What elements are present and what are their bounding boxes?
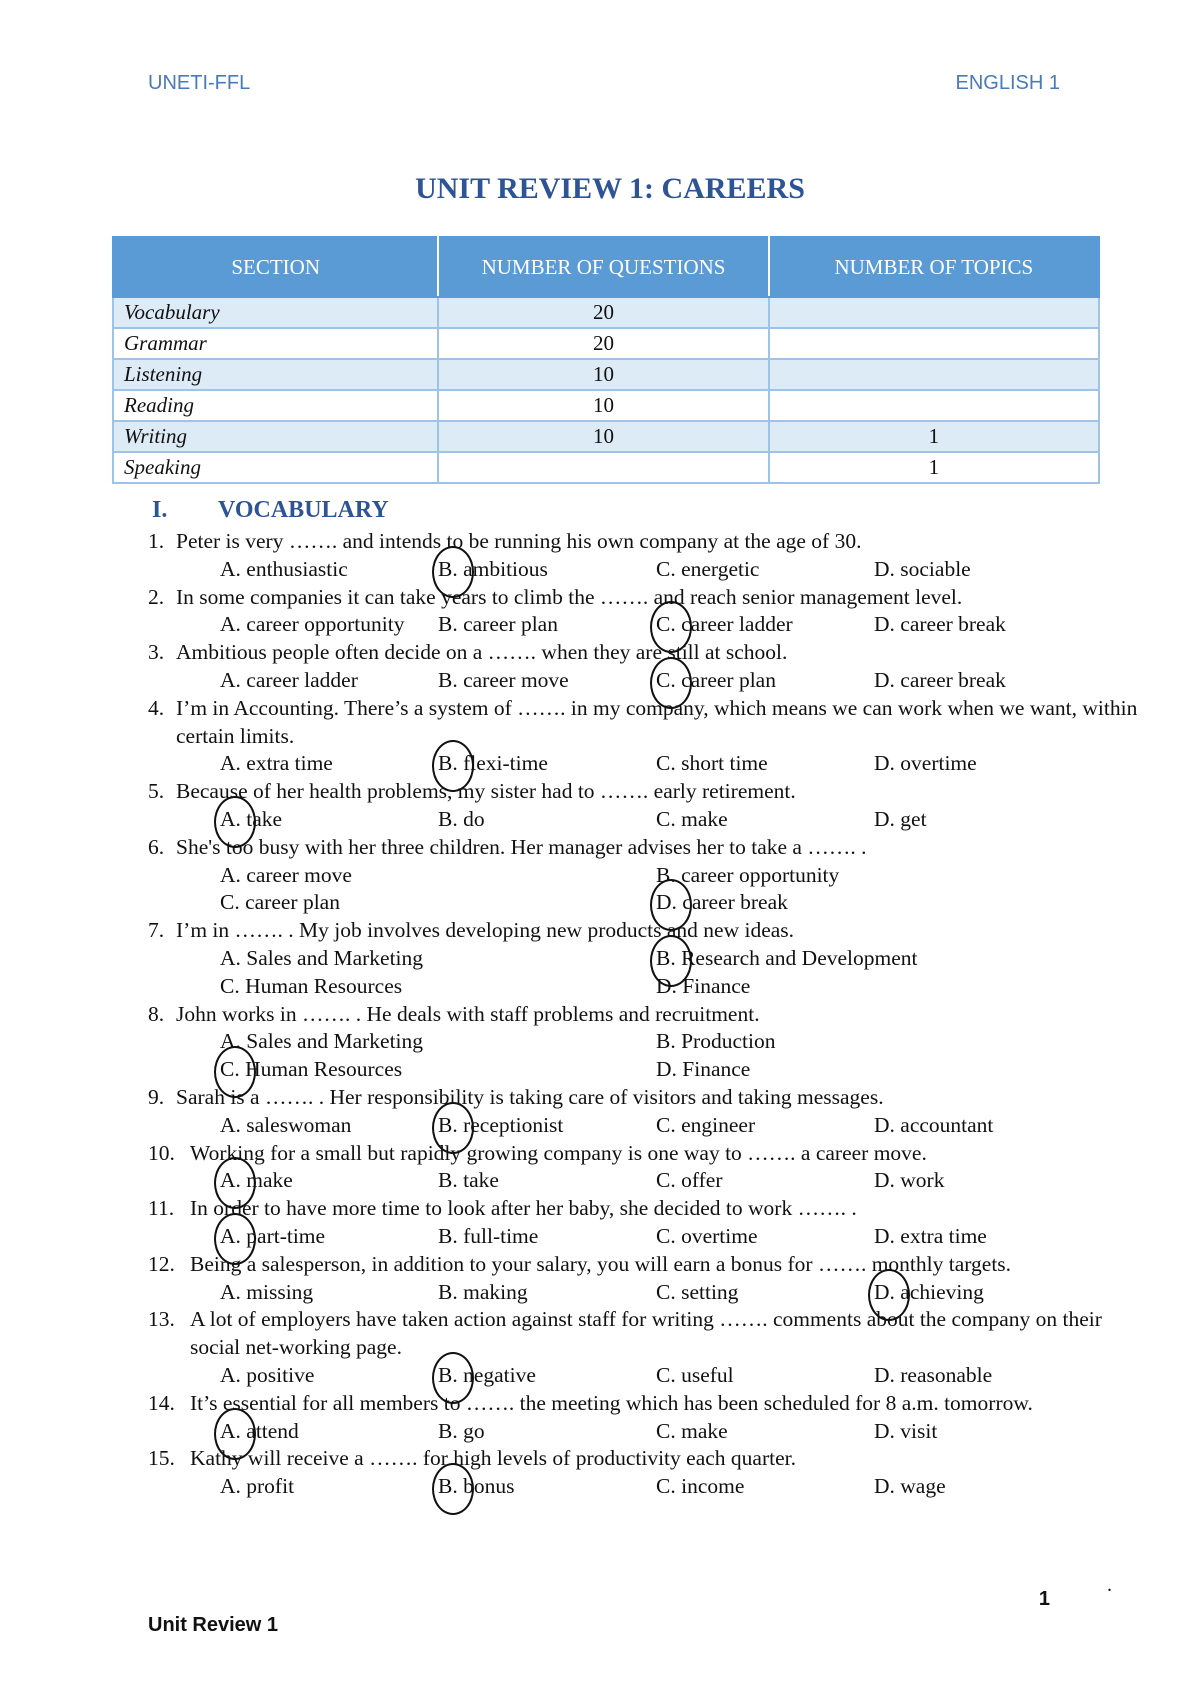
summary-table	[112, 236, 1100, 484]
column-header-topics: NUMBER OF TOPICS	[769, 237, 1099, 297]
answer-option-label: A. enthusiastic	[220, 556, 348, 581]
page-number: 1	[1038, 1588, 1050, 1610]
answer-option[interactable]	[656, 1167, 874, 1195]
options-row	[148, 945, 1148, 973]
question-item	[148, 1306, 1148, 1389]
question-number: 11.	[148, 1196, 175, 1221]
answer-option-label: A. career move	[220, 862, 352, 887]
answer-option-label: D. reasonable	[874, 1362, 993, 1387]
questions-cell: 20	[438, 297, 768, 328]
question-item	[148, 1390, 1148, 1446]
question-text: Being a salesperson, in addition to your salary, you will earn a bonus for ……. monthly targets.	[190, 1251, 1012, 1276]
answer-option-label: A. Sales and Marketing	[220, 1029, 424, 1054]
answer-option-label: D. accountant	[874, 1112, 994, 1137]
question-stem	[148, 584, 1148, 612]
answer-option[interactable]	[220, 1473, 438, 1501]
question-stem	[148, 639, 1148, 667]
question-number: 14.	[148, 1390, 175, 1415]
question-text: It’s essential for all members to ……. the meeting which has been scheduled for 8 a.m. tomorrow.	[190, 1390, 1033, 1415]
answer-option[interactable]	[438, 611, 656, 639]
options-row	[148, 750, 1148, 778]
question-item	[148, 639, 1148, 695]
answer-option[interactable]	[656, 1223, 874, 1251]
question-item	[148, 1445, 1148, 1501]
answer-option-label: B. bonus	[438, 1474, 515, 1499]
topics-cell	[769, 297, 1099, 328]
answer-option[interactable]	[220, 1028, 656, 1056]
question-item	[148, 917, 1148, 1000]
answer-option-label: C. energetic	[656, 556, 760, 581]
answer-option[interactable]	[438, 1473, 656, 1501]
answer-option-label: D. extra time	[874, 1223, 987, 1248]
answer-option[interactable]	[874, 667, 1092, 695]
answer-option-label: A. positive	[220, 1362, 315, 1387]
question-text: A lot of employers have taken action against staff for writing ……. comments about the company on their social net-working page.	[190, 1307, 1102, 1360]
question-text: I’m in ……. . My job involves developing new products and new ideas.	[176, 918, 795, 943]
answer-option[interactable]	[438, 750, 656, 778]
answer-option-label: C. career plan	[656, 667, 776, 692]
answer-option-label: B. flexi-time	[438, 751, 548, 776]
question-stem	[148, 1001, 1148, 1029]
options-row	[148, 1223, 1148, 1251]
answer-option-label: D. career break	[874, 612, 1006, 637]
topics-cell: 1	[769, 452, 1099, 483]
section-number: I.	[152, 497, 168, 523]
answer-option[interactable]	[656, 945, 1092, 973]
answer-option[interactable]	[220, 1223, 438, 1251]
answer-option[interactable]	[220, 1362, 438, 1390]
question-item	[148, 834, 1148, 917]
question-item	[148, 1140, 1148, 1196]
answer-option-label: A. Sales and Marketing	[220, 945, 424, 970]
answer-option-label: B. career move	[438, 667, 569, 692]
options-row	[148, 556, 1148, 584]
answer-option[interactable]	[220, 889, 656, 917]
answer-option[interactable]	[656, 750, 874, 778]
question-stem	[148, 528, 1148, 556]
question-stem	[148, 1445, 1148, 1473]
answer-option-label: C. setting	[656, 1279, 739, 1304]
answer-option-label: B. receptionist	[438, 1112, 564, 1137]
options-row	[148, 889, 1148, 917]
answer-option-label: A. extra time	[220, 751, 333, 776]
question-item	[148, 778, 1148, 834]
question-number: 9.	[148, 1084, 165, 1109]
answer-option-label: B. making	[438, 1279, 528, 1304]
options-row	[148, 611, 1148, 639]
topics-cell	[769, 359, 1099, 390]
answer-option-label: B. career plan	[438, 612, 558, 637]
answer-option-label: B. go	[438, 1418, 485, 1443]
answer-option[interactable]	[656, 1362, 874, 1390]
questions-cell: 10	[438, 359, 768, 390]
answer-option[interactable]	[438, 1112, 656, 1140]
section-cell: Writing	[113, 421, 438, 452]
answer-option[interactable]	[656, 973, 1092, 1001]
options-row	[148, 1167, 1148, 1195]
question-stem	[148, 1251, 1148, 1279]
question-item	[148, 1084, 1148, 1140]
answer-option-label: C. make	[656, 1418, 728, 1443]
question-text: Ambitious people often decide on a ……. when they are still at school.	[176, 640, 788, 665]
question-text: She's too busy with her three children. Her manager advises her to take a ……. .	[176, 834, 867, 859]
options-row	[148, 1279, 1148, 1307]
answer-option[interactable]	[656, 889, 1092, 917]
answer-option-label: C. Human Resources	[220, 1057, 403, 1082]
question-text: Sarah is a ……. . Her responsibility is taking care of visitors and taking messages.	[176, 1084, 884, 1109]
header-right: ENGLISH 1	[955, 72, 1060, 94]
questions-cell: 10	[438, 421, 768, 452]
answer-option-label: B. negative	[438, 1362, 536, 1387]
topics-cell: 1	[769, 421, 1099, 452]
question-stem	[148, 834, 1148, 862]
options-row	[148, 667, 1148, 695]
answer-option[interactable]	[656, 1418, 874, 1446]
question-number: 6.	[148, 834, 165, 859]
question-stem	[148, 1195, 1148, 1223]
answer-option-label: C. useful	[656, 1362, 734, 1387]
answer-option[interactable]	[438, 556, 656, 584]
question-number: 3.	[148, 640, 165, 665]
answer-option-label: B. career opportunity	[656, 862, 840, 887]
answer-option-label: C. overtime	[656, 1223, 758, 1248]
answer-option[interactable]	[220, 556, 438, 584]
answer-option[interactable]	[220, 667, 438, 695]
answer-option-label: D. Finance	[656, 1057, 751, 1082]
question-stem	[148, 778, 1148, 806]
answer-option[interactable]	[438, 806, 656, 834]
answer-option[interactable]	[438, 1167, 656, 1195]
question-number: 7.	[148, 918, 165, 943]
question-number: 1.	[148, 529, 165, 553]
answer-option[interactable]	[874, 1167, 1092, 1195]
answer-option[interactable]	[656, 1473, 874, 1501]
question-number: 5.	[148, 779, 165, 804]
column-header-questions: NUMBER OF QUESTIONS	[438, 237, 768, 297]
table-row	[113, 359, 1099, 390]
answer-option-label: D. wage	[874, 1474, 946, 1499]
answer-option-label: B. Research and Development	[656, 945, 918, 970]
answer-option[interactable]	[874, 611, 1092, 639]
answer-option[interactable]	[656, 806, 874, 834]
answer-option-label: A. take	[220, 806, 283, 831]
answer-option-label: C. short time	[656, 751, 768, 776]
question-text: I’m in Accounting. There’s a system of ……. in my company, which means we can work when we want, within certain limits.	[176, 695, 1138, 748]
question-number: 2.	[148, 584, 165, 609]
section-heading	[152, 497, 389, 524]
answer-option-label: B. take	[438, 1168, 499, 1193]
section-cell: Grammar	[113, 328, 438, 359]
answer-option[interactable]	[220, 1056, 656, 1084]
answer-option-label: A. saleswoman	[220, 1112, 352, 1137]
question-text: In some companies it can take years to climb the ……. and reach senior management level.	[176, 584, 963, 609]
answer-option[interactable]	[220, 806, 438, 834]
answer-option[interactable]	[438, 1362, 656, 1390]
answer-option[interactable]	[656, 1279, 874, 1307]
answer-option[interactable]	[656, 556, 874, 584]
answer-option[interactable]	[438, 667, 656, 695]
answer-option[interactable]	[220, 1167, 438, 1195]
options-row	[148, 1028, 1148, 1056]
questions-cell	[438, 452, 768, 483]
question-stem	[148, 695, 1148, 751]
table-row	[113, 297, 1099, 328]
answer-option-label: B. Production	[656, 1029, 776, 1054]
answer-option[interactable]	[874, 1418, 1092, 1446]
question-number: 13.	[148, 1307, 175, 1332]
options-row	[148, 1112, 1148, 1140]
options-row	[148, 862, 1148, 890]
question-text: Because of her health problems, my sister had to ……. early retirement.	[176, 779, 796, 804]
answer-option[interactable]	[220, 1112, 438, 1140]
table-row	[113, 328, 1099, 359]
answer-option-label: D. achieving	[874, 1279, 984, 1304]
questions-cell: 10	[438, 390, 768, 421]
answer-option-label: D. work	[874, 1168, 945, 1193]
answer-option-label: D. visit	[874, 1418, 938, 1443]
answer-option[interactable]	[220, 973, 656, 1001]
answer-option-label: D. get	[874, 806, 927, 831]
options-row	[148, 973, 1148, 1001]
section-cell: Reading	[113, 390, 438, 421]
answer-option[interactable]	[874, 806, 1092, 834]
answer-option[interactable]	[438, 1418, 656, 1446]
answer-option[interactable]	[656, 611, 874, 639]
answer-option[interactable]	[656, 862, 1092, 890]
answer-option-label: A. career opportunity	[220, 612, 405, 637]
header-left: UNETI-FFL	[148, 72, 251, 94]
page-mark: .	[1107, 1574, 1112, 1596]
question-item	[148, 1001, 1148, 1084]
section-title: VOCABULARY	[218, 497, 389, 523]
question-text: In order to have more time to look after her baby, she decided to work ……. .	[190, 1196, 857, 1221]
answer-option[interactable]	[874, 1362, 1092, 1390]
section-cell: Vocabulary	[113, 297, 438, 328]
answer-option-label: C. make	[656, 806, 728, 831]
answer-option[interactable]	[220, 750, 438, 778]
answer-option[interactable]	[874, 750, 1092, 778]
answer-option[interactable]	[220, 1279, 438, 1307]
answer-option-label: C. career ladder	[656, 612, 793, 637]
question-text: Working for a small but rapidly growing company is one way to ……. a career move.	[190, 1140, 927, 1165]
page-title: UNIT REVIEW 1: CAREERS	[415, 172, 805, 205]
question-text: Peter is very ……. and intends to be running his own company at the age of 30.	[176, 529, 862, 553]
answer-option-label: A. make	[220, 1168, 293, 1193]
question-list	[148, 528, 1148, 1501]
answer-option-label: D. Finance	[656, 973, 751, 998]
table-header-row	[113, 237, 1099, 297]
table-row	[113, 452, 1099, 483]
answer-option-label: C. income	[656, 1474, 745, 1499]
answer-option-label: A. missing	[220, 1279, 314, 1304]
answer-option-label: A. attend	[220, 1418, 299, 1443]
question-item	[148, 584, 1148, 640]
answer-option-label: D. career break	[656, 890, 788, 915]
answer-option[interactable]	[220, 1418, 438, 1446]
question-number: 15.	[148, 1446, 175, 1471]
question-stem	[148, 1140, 1148, 1168]
question-item	[148, 528, 1148, 584]
answer-option-label: B. ambitious	[438, 556, 548, 581]
answer-option[interactable]	[220, 862, 656, 890]
question-stem	[148, 1084, 1148, 1112]
questions-cell: 20	[438, 328, 768, 359]
answer-option[interactable]	[220, 945, 656, 973]
question-stem	[148, 1306, 1148, 1362]
answer-option-label: A. career ladder	[220, 667, 358, 692]
options-row	[148, 1056, 1148, 1084]
answer-option-label: B. full-time	[438, 1223, 539, 1248]
section-cell: Listening	[113, 359, 438, 390]
table-row	[113, 421, 1099, 452]
answer-option-label: A. part-time	[220, 1223, 326, 1248]
question-number: 8.	[148, 1001, 165, 1026]
answer-option[interactable]	[874, 1112, 1092, 1140]
section-cell: Speaking	[113, 452, 438, 483]
answer-option-label: C. Human Resources	[220, 973, 403, 998]
answer-option[interactable]	[874, 1473, 1092, 1501]
question-text: John works in ……. . He deals with staff problems and recruitment.	[176, 1001, 760, 1026]
answer-option[interactable]	[438, 1279, 656, 1307]
answer-option[interactable]	[656, 667, 874, 695]
answer-option-label: C. engineer	[656, 1112, 756, 1137]
table-row	[113, 390, 1099, 421]
column-header-section: SECTION	[113, 237, 438, 297]
answer-option-label: D. sociable	[874, 556, 971, 581]
answer-option-label: C. offer	[656, 1168, 723, 1193]
answer-option[interactable]	[656, 1112, 874, 1140]
question-item	[148, 1251, 1148, 1307]
question-stem	[148, 1390, 1148, 1418]
question-number: 12.	[148, 1251, 175, 1276]
question-number: 10.	[148, 1140, 175, 1165]
question-item	[148, 695, 1148, 778]
options-row	[148, 1473, 1148, 1501]
answer-option[interactable]	[438, 1223, 656, 1251]
answer-option[interactable]	[874, 1223, 1092, 1251]
topics-cell	[769, 390, 1099, 421]
answer-option[interactable]	[656, 1056, 1092, 1084]
question-text: Kathy will receive a ……. for high levels of productivity each quarter.	[190, 1446, 796, 1471]
footer-label: Unit Review 1	[148, 1614, 279, 1636]
answer-option-label: D. career break	[874, 667, 1006, 692]
question-number: 4.	[148, 695, 165, 720]
answer-option[interactable]	[656, 1028, 1092, 1056]
answer-option-label: B. do	[438, 806, 485, 831]
topics-cell	[769, 328, 1099, 359]
options-row	[148, 806, 1148, 834]
question-item	[148, 1195, 1148, 1251]
options-row	[148, 1362, 1148, 1390]
options-row	[148, 1418, 1148, 1446]
answer-option-label: A. profit	[220, 1474, 295, 1499]
answer-option[interactable]	[874, 1279, 1092, 1307]
answer-option-label: D. overtime	[874, 751, 977, 776]
answer-option[interactable]	[220, 611, 438, 639]
answer-option-label: C. career plan	[220, 890, 340, 915]
answer-option[interactable]	[874, 556, 1092, 584]
question-stem	[148, 917, 1148, 945]
